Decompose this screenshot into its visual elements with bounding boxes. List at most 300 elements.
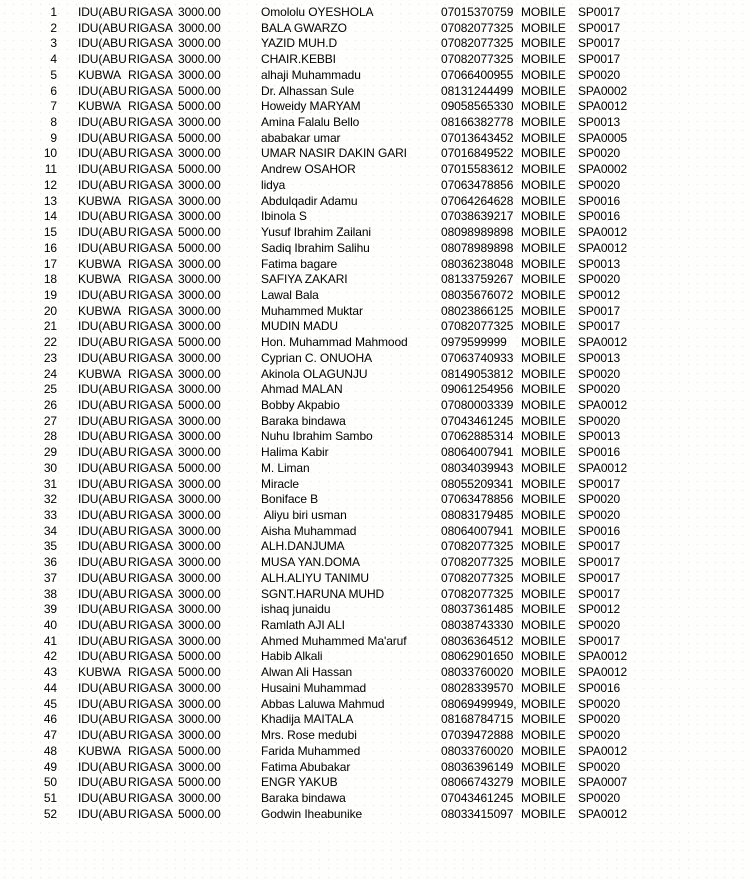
name-cell: ishaq junaidu	[261, 602, 331, 617]
row-number: 35	[43, 539, 57, 554]
sp-code-cell: SP0020	[578, 366, 621, 381]
amount-cell: 3000.00	[178, 555, 221, 570]
phone-cell: 08064007941	[441, 445, 514, 460]
sp-code-cell: SPA0007	[578, 775, 628, 790]
amount-cell: 5000.00	[178, 775, 221, 790]
phone-cell: 07082077325	[441, 319, 514, 334]
area-cell: RIGASA	[128, 303, 173, 318]
area-cell: RIGASA	[128, 382, 173, 397]
phone-cell: 08055209341	[441, 476, 514, 491]
table-row	[0, 618, 750, 634]
sp-code-cell: SP0012	[578, 602, 621, 617]
phone-type-cell: MOBILE	[521, 460, 566, 475]
amount-cell: 3000.00	[178, 476, 221, 491]
phone-type-cell: MOBILE	[521, 115, 566, 130]
sp-code-cell: SPA0012	[578, 397, 628, 412]
phone-type-cell: MOBILE	[521, 303, 566, 318]
name-cell: ababakar umar	[261, 130, 341, 145]
phone-type-cell: MOBILE	[521, 20, 566, 35]
table-row	[0, 555, 750, 571]
row-number: 51	[43, 790, 57, 805]
name-cell: Amina Falalu Bello	[261, 115, 360, 130]
phone-type-cell: MOBILE	[521, 665, 566, 680]
table-row	[0, 257, 750, 273]
phone-cell: 09058565330	[441, 99, 514, 114]
sp-code-cell: SP0017	[578, 539, 621, 554]
amount-cell: 3000.00	[178, 287, 221, 302]
table-row	[0, 477, 750, 493]
phone-type-cell: MOBILE	[521, 728, 566, 743]
location-cell: IDU(ABU	[78, 115, 127, 130]
table-row	[0, 634, 750, 650]
name-cell: Aisha Muhammad	[261, 523, 357, 538]
name-cell: Husaini Muhammad	[261, 680, 367, 695]
name-cell: Omololu OYESHOLA	[261, 5, 374, 19]
location-cell: IDU(ABU	[78, 759, 127, 774]
location-cell: IDU(ABU	[78, 586, 127, 601]
table-row	[0, 571, 750, 587]
amount-cell: 5000.00	[178, 806, 221, 821]
row-number: 33	[43, 508, 57, 522]
phone-cell: 08035676072	[441, 287, 514, 302]
amount-cell: 3000.00	[178, 303, 221, 318]
amount-cell: 3000.00	[178, 67, 221, 82]
table-row	[0, 382, 750, 398]
phone-type-cell: MOBILE	[521, 775, 566, 790]
row-number: 18	[43, 272, 57, 287]
name-cell: BALA GWARZO	[261, 20, 347, 35]
phone-cell: 08064007941	[441, 523, 514, 538]
phone-cell: 09061254956	[441, 382, 514, 397]
name-cell: Habib Alkali	[261, 649, 323, 664]
phone-cell: 07062885314	[441, 429, 514, 444]
area-cell: RIGASA	[128, 287, 173, 302]
location-cell: IDU(ABU	[78, 350, 127, 365]
phone-type-cell: MOBILE	[521, 256, 566, 271]
row-number: 26	[43, 397, 57, 412]
name-cell: Bobby Akpabio	[261, 397, 340, 412]
table-row	[0, 304, 750, 320]
table-row	[0, 209, 750, 225]
table-row	[0, 775, 750, 791]
area-cell: RIGASA	[128, 476, 173, 491]
table-row	[0, 728, 750, 744]
location-cell: IDU(ABU	[78, 775, 127, 790]
sp-code-cell: SP0017	[578, 319, 621, 334]
name-cell: Hon. Muhammad Mahmood	[261, 335, 408, 350]
table-row	[0, 744, 750, 760]
phone-cell: 07064264628	[441, 193, 514, 208]
phone-cell: 07038639217	[441, 209, 514, 224]
location-cell: IDU(ABU	[78, 602, 127, 617]
row-number: 46	[43, 712, 57, 727]
name-cell: SGNT.HARUNA MUHD	[261, 586, 385, 601]
sp-code-cell: SP0020	[578, 177, 621, 192]
name-cell: lidya	[261, 177, 286, 192]
location-cell: KUBWA	[78, 193, 122, 208]
phone-cell: 07043461245	[441, 790, 514, 805]
location-cell: KUBWA	[78, 665, 122, 680]
sp-code-cell: SP0020	[578, 492, 621, 507]
location-cell: IDU(ABU	[78, 382, 127, 397]
phone-cell: 07080003339	[441, 397, 514, 412]
area-cell: RIGASA	[128, 728, 173, 743]
location-cell: IDU(ABU	[78, 162, 127, 177]
table-row	[0, 99, 750, 115]
row-number: 43	[43, 665, 57, 680]
amount-cell: 5000.00	[178, 130, 221, 145]
table-row	[0, 241, 750, 257]
location-cell: IDU(ABU	[78, 460, 127, 475]
row-number: 38	[43, 586, 57, 601]
amount-cell: 3000.00	[178, 20, 221, 35]
phone-type-cell: MOBILE	[521, 272, 566, 287]
sp-code-cell: SPA0002	[578, 83, 628, 98]
name-cell: Lawal Bala	[261, 287, 319, 302]
table-row	[0, 602, 750, 618]
sp-code-cell: SPA0012	[578, 460, 628, 475]
phone-cell: 07082077325	[441, 539, 514, 554]
amount-cell: 5000.00	[178, 665, 221, 680]
table-row	[0, 461, 750, 477]
phone-cell: 08033760020	[441, 665, 514, 680]
amount-cell: 3000.00	[178, 366, 221, 381]
phone-type-cell: MOBILE	[521, 146, 566, 161]
table-row	[0, 115, 750, 131]
phone-type-cell: MOBILE	[521, 508, 566, 522]
phone-type-cell: MOBILE	[521, 67, 566, 82]
amount-cell: 3000.00	[178, 146, 221, 161]
area-cell: RIGASA	[128, 36, 173, 51]
area-cell: RIGASA	[128, 225, 173, 240]
name-cell: Muhammed Muktar	[261, 303, 363, 318]
name-cell: Baraka bindawa	[261, 413, 346, 428]
location-cell: IDU(ABU	[78, 696, 127, 711]
amount-cell: 3000.00	[178, 209, 221, 224]
area-cell: RIGASA	[128, 508, 173, 522]
sp-code-cell: SPA0005	[578, 130, 628, 145]
name-cell: Dr. Alhassan Sule	[261, 83, 355, 98]
sp-code-cell: SP0016	[578, 445, 621, 460]
phone-type-cell: MOBILE	[521, 397, 566, 412]
name-cell: Abbas Laluwa Mahmud	[261, 696, 385, 711]
location-cell: KUBWA	[78, 272, 122, 287]
phone-cell: 07039472888	[441, 728, 514, 743]
location-cell: IDU(ABU	[78, 177, 127, 192]
table-row	[0, 539, 750, 555]
name-cell: Akinola OLAGUNJU	[261, 366, 368, 381]
location-cell: IDU(ABU	[78, 209, 127, 224]
phone-cell: 08066743279	[441, 775, 514, 790]
amount-cell: 5000.00	[178, 397, 221, 412]
phone-type-cell: MOBILE	[521, 335, 566, 350]
table-row	[0, 288, 750, 304]
phone-cell: 08036238048	[441, 256, 514, 271]
amount-cell: 3000.00	[178, 586, 221, 601]
amount-cell: 3000.00	[178, 492, 221, 507]
name-cell: Alwan Ali Hassan	[261, 665, 353, 680]
area-cell: RIGASA	[128, 665, 173, 680]
location-cell: IDU(ABU	[78, 429, 127, 444]
area-cell: RIGASA	[128, 429, 173, 444]
row-number: 52	[43, 806, 57, 821]
phone-type-cell: MOBILE	[521, 555, 566, 570]
phone-type-cell: MOBILE	[521, 5, 566, 19]
sp-code-cell: SP0017	[578, 5, 621, 19]
sp-code-cell: SP0020	[578, 272, 621, 287]
area-cell: RIGASA	[128, 177, 173, 192]
table-row	[0, 712, 750, 728]
sp-code-cell: SP0013	[578, 256, 621, 271]
area-cell: RIGASA	[128, 649, 173, 664]
phone-type-cell: MOBILE	[521, 790, 566, 805]
phone-cell: 0979599999	[441, 335, 507, 350]
location-cell: KUBWA	[78, 303, 122, 318]
area-cell: RIGASA	[128, 743, 173, 758]
name-cell: Baraka bindawa	[261, 790, 346, 805]
sp-code-cell: SPA0002	[578, 162, 628, 177]
phone-cell: 08033415097	[441, 806, 514, 821]
row-number: 20	[43, 303, 57, 318]
sp-code-cell: SP0013	[578, 429, 621, 444]
table-row	[0, 84, 750, 100]
phone-type-cell: MOBILE	[521, 366, 566, 381]
amount-cell: 5000.00	[178, 743, 221, 758]
phone-type-cell: MOBILE	[521, 618, 566, 633]
table-row	[0, 21, 750, 37]
area-cell: RIGASA	[128, 115, 173, 130]
table-row	[0, 146, 750, 162]
sp-code-cell: SP0020	[578, 790, 621, 805]
row-number: 27	[43, 413, 57, 428]
area-cell: RIGASA	[128, 413, 173, 428]
row-number: 49	[43, 759, 57, 774]
table-row	[0, 36, 750, 52]
area-cell: RIGASA	[128, 492, 173, 507]
phone-cell: 08131244499	[441, 83, 514, 98]
sp-code-cell: SP0020	[578, 728, 621, 743]
location-cell: IDU(ABU	[78, 806, 127, 821]
area-cell: RIGASA	[128, 99, 173, 114]
name-cell: Ramlath AJI ALI	[261, 618, 345, 633]
row-number: 1	[50, 5, 57, 19]
phone-type-cell: MOBILE	[521, 680, 566, 695]
amount-cell: 3000.00	[178, 696, 221, 711]
amount-cell: 3000.00	[178, 523, 221, 538]
phone-type-cell: MOBILE	[521, 476, 566, 491]
area-cell: RIGASA	[128, 272, 173, 287]
area-cell: RIGASA	[128, 67, 173, 82]
name-cell: ALH.DANJUMA	[261, 539, 345, 554]
row-number: 37	[43, 570, 57, 585]
row-number: 3	[50, 36, 57, 51]
name-cell: YAZID MUH.D	[261, 36, 338, 51]
row-number: 50	[43, 775, 57, 790]
phone-cell: 08034039943	[441, 460, 514, 475]
area-cell: RIGASA	[128, 5, 173, 19]
row-number: 10	[43, 146, 57, 161]
amount-cell: 3000.00	[178, 570, 221, 585]
row-number: 25	[43, 382, 57, 397]
phone-cell: 08098989898	[441, 225, 514, 240]
phone-cell: 08078989898	[441, 240, 514, 255]
sp-code-cell: SPA0012	[578, 335, 628, 350]
sp-code-cell: SP0017	[578, 303, 621, 318]
amount-cell: 5000.00	[178, 99, 221, 114]
area-cell: RIGASA	[128, 209, 173, 224]
phone-type-cell: MOBILE	[521, 429, 566, 444]
table-row	[0, 178, 750, 194]
phone-cell: 08083179485	[441, 508, 514, 522]
name-cell: Mrs. Rose medubi	[261, 728, 357, 743]
amount-cell: 5000.00	[178, 649, 221, 664]
area-cell: RIGASA	[128, 775, 173, 790]
name-cell: ENGR YAKUB	[261, 775, 338, 790]
amount-cell: 3000.00	[178, 633, 221, 648]
row-number: 23	[43, 350, 57, 365]
phone-type-cell: MOBILE	[521, 36, 566, 51]
phone-type-cell: MOBILE	[521, 99, 566, 114]
sp-code-cell: SP0013	[578, 350, 621, 365]
location-cell: IDU(ABU	[78, 508, 127, 522]
location-cell: IDU(ABU	[78, 20, 127, 35]
amount-cell: 3000.00	[178, 508, 221, 522]
area-cell: RIGASA	[128, 240, 173, 255]
row-number: 13	[43, 193, 57, 208]
sp-code-cell: SP0016	[578, 680, 621, 695]
sp-code-cell: SP0012	[578, 287, 621, 302]
row-number: 16	[43, 240, 57, 255]
name-cell: Fatima Abubakar	[261, 759, 351, 774]
phone-type-cell: MOBILE	[521, 52, 566, 67]
phone-cell: 08028339570	[441, 680, 514, 695]
table-row	[0, 272, 750, 288]
area-cell: RIGASA	[128, 83, 173, 98]
phone-cell: 07043461245	[441, 413, 514, 428]
sp-code-cell: SP0020	[578, 712, 621, 727]
location-cell: KUBWA	[78, 256, 122, 271]
phone-type-cell: MOBILE	[521, 382, 566, 397]
area-cell: RIGASA	[128, 130, 173, 145]
row-number: 8	[50, 115, 57, 130]
amount-cell: 3000.00	[178, 319, 221, 334]
amount-cell: 3000.00	[178, 539, 221, 554]
area-cell: RIGASA	[128, 366, 173, 381]
sp-code-cell: SPA0012	[578, 99, 628, 114]
area-cell: RIGASA	[128, 712, 173, 727]
sp-code-cell: SP0017	[578, 476, 621, 491]
phone-cell: 08037361485	[441, 602, 514, 617]
phone-cell: 07082077325	[441, 36, 514, 51]
name-cell: Nuhu Ibrahim Sambo	[261, 429, 373, 444]
area-cell: RIGASA	[128, 790, 173, 805]
phone-cell: 07066400955	[441, 67, 514, 82]
row-number: 14	[43, 209, 57, 224]
name-cell: alhaji Muhammadu	[261, 67, 361, 82]
phone-type-cell: MOBILE	[521, 743, 566, 758]
area-cell: RIGASA	[128, 586, 173, 601]
sp-code-cell: SP0017	[578, 586, 621, 601]
phone-type-cell: MOBILE	[521, 225, 566, 240]
row-number: 36	[43, 555, 57, 570]
area-cell: RIGASA	[128, 146, 173, 161]
sp-code-cell: SP0016	[578, 193, 621, 208]
phone-type-cell: MOBILE	[521, 162, 566, 177]
phone-cell: 08168784715	[441, 712, 514, 727]
phone-type-cell: MOBILE	[521, 209, 566, 224]
name-cell: Fatima bagare	[261, 256, 338, 271]
name-cell: Godwin Iheabunike	[261, 806, 363, 821]
location-cell: IDU(ABU	[78, 445, 127, 460]
area-cell: RIGASA	[128, 555, 173, 570]
phone-cell: 07015583612	[441, 162, 514, 177]
row-number: 48	[43, 743, 57, 758]
sp-code-cell: SP0016	[578, 523, 621, 538]
table-row	[0, 445, 750, 461]
row-number: 42	[43, 649, 57, 664]
sp-code-cell: SPA0012	[578, 806, 628, 821]
phone-cell: 08036364512	[441, 633, 514, 648]
location-cell: IDU(ABU	[78, 413, 127, 428]
amount-cell: 3000.00	[178, 790, 221, 805]
name-cell: Abdulqadir Adamu	[261, 193, 358, 208]
name-cell: Ahmed Muhammed Ma'aruf	[261, 633, 407, 648]
location-cell: IDU(ABU	[78, 319, 127, 334]
amount-cell: 3000.00	[178, 256, 221, 271]
area-cell: RIGASA	[128, 523, 173, 538]
row-number: 45	[43, 696, 57, 711]
subscriber-table	[0, 5, 750, 822]
amount-cell: 3000.00	[178, 193, 221, 208]
name-cell: ALH.ALIYU TANIMU	[261, 570, 369, 585]
table-row	[0, 649, 750, 665]
phone-cell: 08166382778	[441, 115, 514, 130]
amount-cell: 5000.00	[178, 335, 221, 350]
name-cell: Aliyu biri usman	[261, 508, 347, 522]
row-number: 9	[50, 130, 57, 145]
row-number: 47	[43, 728, 57, 743]
row-number: 6	[50, 83, 57, 98]
row-number: 32	[43, 492, 57, 507]
table-row	[0, 131, 750, 147]
sp-code-cell: SP0017	[578, 36, 621, 51]
location-cell: IDU(ABU	[78, 287, 127, 302]
table-row	[0, 68, 750, 84]
table-row	[0, 807, 750, 823]
table-row	[0, 492, 750, 508]
sp-code-cell: SPA0012	[578, 649, 628, 664]
table-row	[0, 697, 750, 713]
phone-type-cell: MOBILE	[521, 240, 566, 255]
amount-cell: 3000.00	[178, 429, 221, 444]
name-cell: Farida Muhammed	[261, 743, 361, 758]
name-cell: Ahmad MALAN	[261, 382, 343, 397]
row-number: 44	[43, 680, 57, 695]
location-cell: IDU(ABU	[78, 649, 127, 664]
sp-code-cell: SP0017	[578, 52, 621, 67]
row-number: 39	[43, 602, 57, 617]
sp-code-cell: SP0020	[578, 67, 621, 82]
row-number: 24	[43, 366, 57, 381]
amount-cell: 3000.00	[178, 272, 221, 287]
table-row	[0, 225, 750, 241]
location-cell: IDU(ABU	[78, 335, 127, 350]
phone-cell: 07063478856	[441, 177, 514, 192]
table-row	[0, 414, 750, 430]
location-cell: IDU(ABU	[78, 680, 127, 695]
location-cell: IDU(ABU	[78, 36, 127, 51]
phone-cell: 07082077325	[441, 586, 514, 601]
